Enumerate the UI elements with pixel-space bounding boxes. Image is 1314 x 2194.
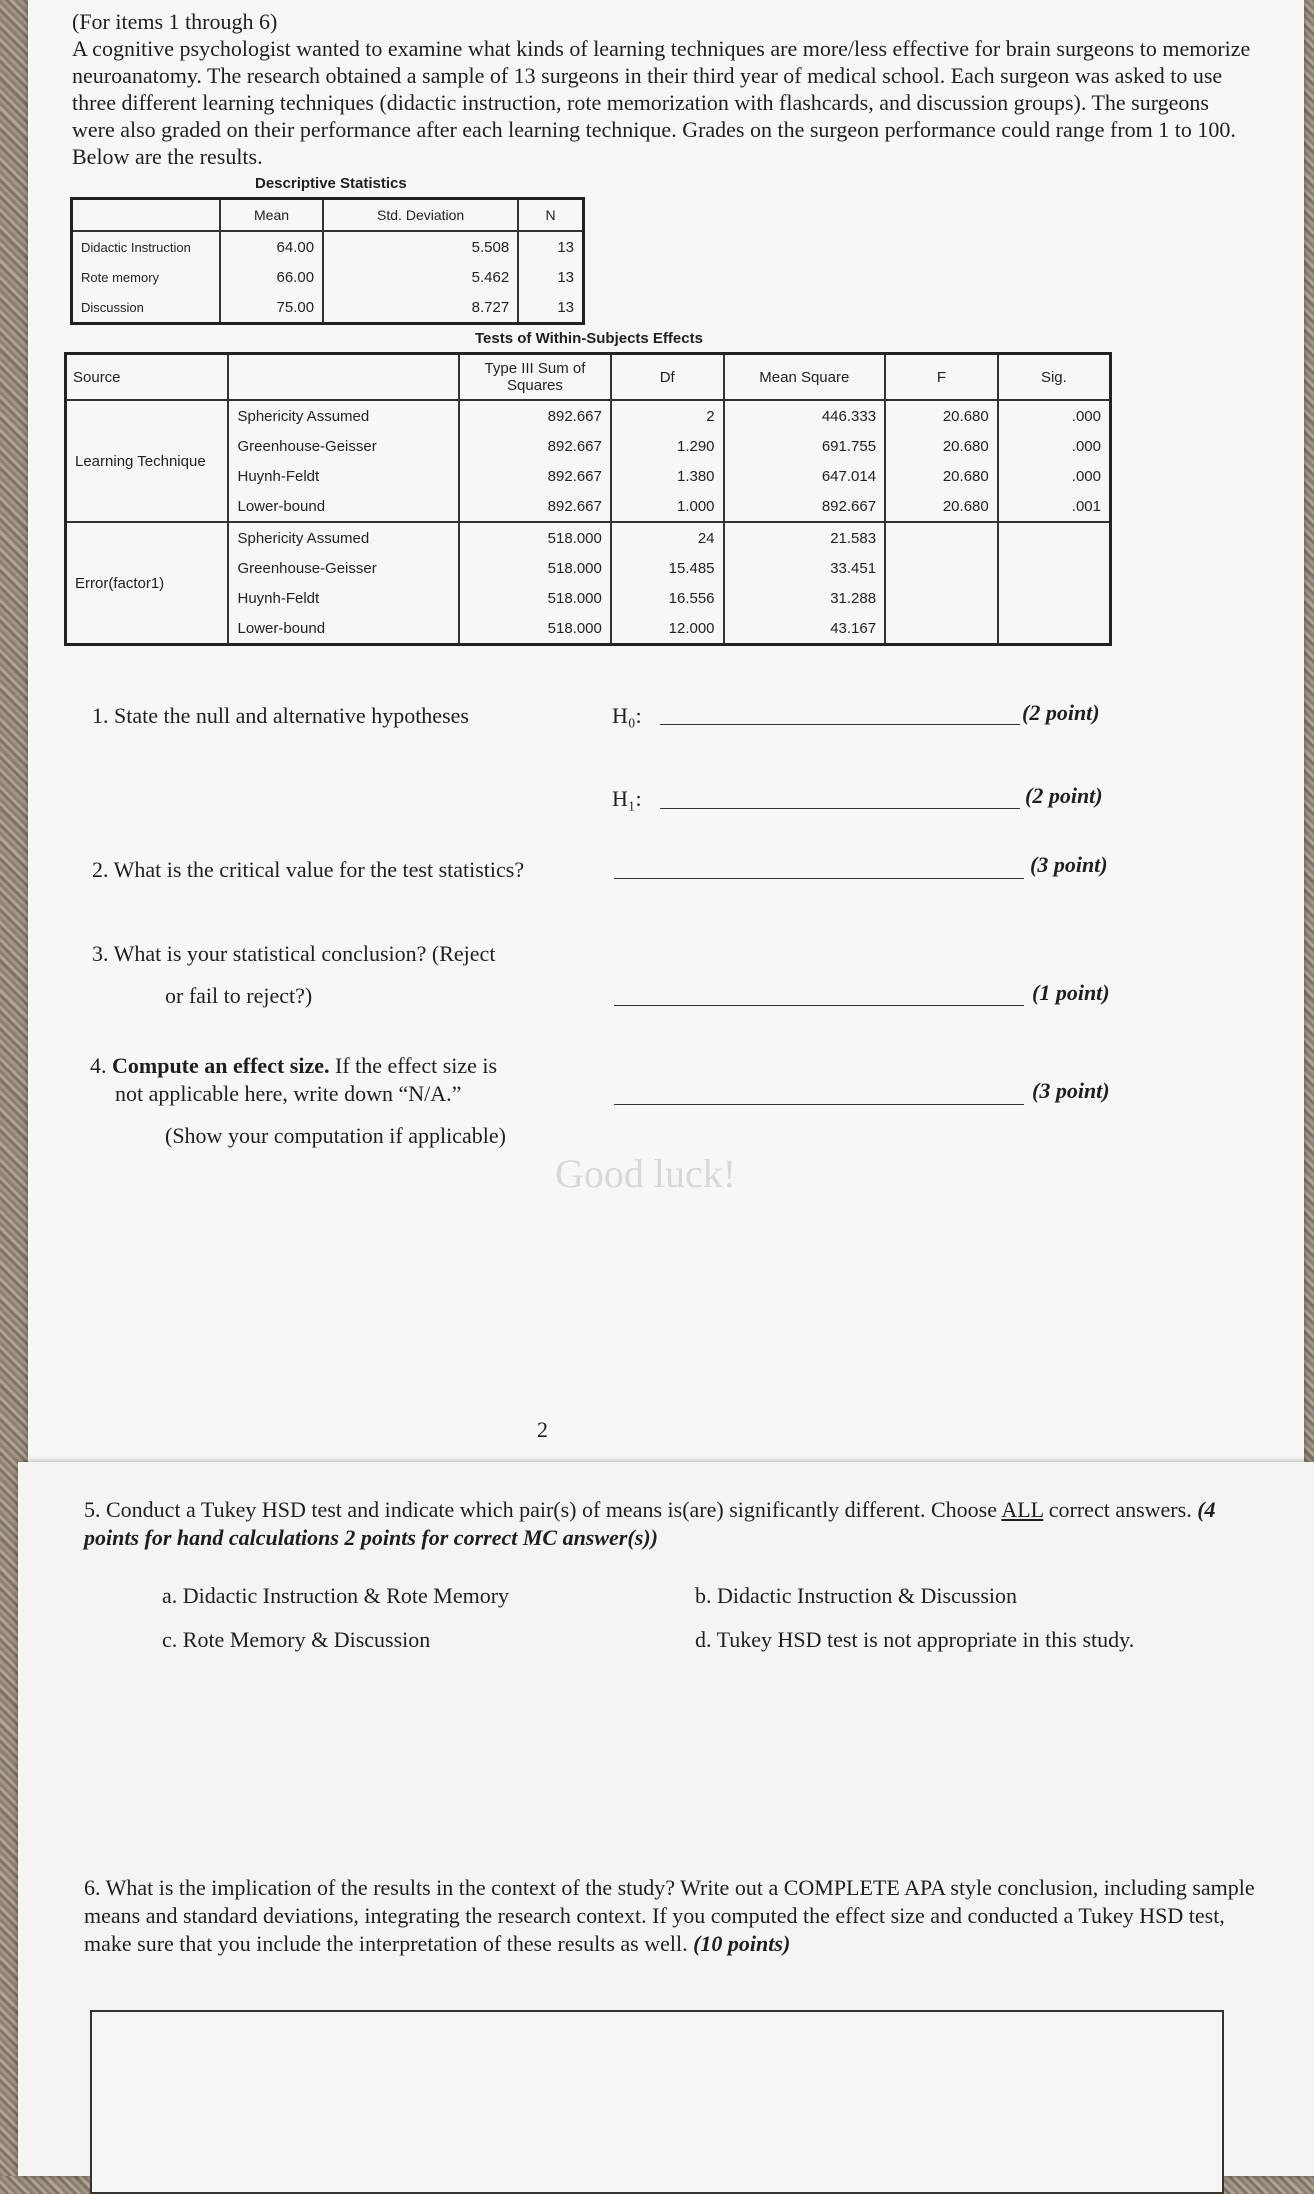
row-label: Didactic Instruction (72, 231, 221, 262)
cell-sd: 5.462 (323, 262, 518, 292)
cell-sig: .000 (998, 400, 1111, 431)
cell-sd: 8.727 (323, 292, 518, 324)
q3-answer-line[interactable] (614, 1005, 1024, 1006)
cell-df: 16.556 (611, 583, 724, 613)
q2-points: (3 point) (1030, 852, 1108, 877)
cell-ss: 892.667 (459, 431, 611, 461)
q4-text-line1 (90, 1052, 497, 1080)
q4-rest: If the effect size is (329, 1053, 498, 1078)
cell-f (885, 522, 998, 553)
cell-ss: 892.667 (459, 461, 611, 491)
row-label: Rote memory (72, 262, 221, 292)
bleed-through-text: Good luck! (555, 1151, 737, 1196)
cell-ss: 518.000 (459, 553, 611, 583)
cell-n: 13 (518, 231, 583, 262)
cell-ms: 31.288 (724, 583, 886, 613)
row-label: Discussion (72, 292, 221, 324)
anova-header-ms: Mean Square (724, 354, 886, 401)
q2-text: 2. What is the critical value for the test statistics? (92, 857, 525, 882)
cell-f (885, 583, 998, 613)
cell-ss: 518.000 (459, 613, 611, 645)
anova-caption: Tests of Within-Subjects Effects (475, 330, 703, 347)
q4-bold: Compute an effect size. (112, 1053, 330, 1078)
desc-header-blank (72, 199, 221, 232)
cell-ss: 518.000 (459, 583, 611, 613)
q6-answer-box[interactable] (90, 2010, 1224, 2194)
table-row (72, 292, 584, 324)
table-row (66, 522, 1111, 553)
q5-points: (4 points for hand calculations 2 points for correct MC answer(s)) (84, 1497, 1216, 1550)
q5-all: ALL (1001, 1497, 1044, 1522)
q4-answer-line[interactable] (614, 1104, 1024, 1105)
table-row (66, 400, 1111, 431)
q3-text-line1: 3. What is your statistical conclusion? (Reject (92, 941, 496, 966)
q4-number: 4. (90, 1053, 107, 1078)
q4-text-line2: not applicable here, write down “N/A.” (115, 1081, 462, 1106)
q5-question-cont: correct answers. (1048, 1497, 1192, 1522)
source-label: Learning Technique (66, 400, 229, 522)
cell-sig: .000 (998, 461, 1111, 491)
descriptive-table (70, 197, 585, 325)
q1-h1-answer-line[interactable] (660, 808, 1020, 809)
table-row (72, 231, 584, 262)
cell-sig (998, 522, 1111, 553)
desc-header-sd: Std. Deviation (323, 199, 518, 232)
desc-header-n: N (518, 199, 583, 232)
cell-f: 20.680 (885, 491, 998, 522)
cell-ms: 43.167 (724, 613, 886, 645)
cell-df: 24 (611, 522, 724, 553)
q5-option-a[interactable]: a. Didactic Instruction & Rote Memory (162, 1583, 510, 1608)
correction-label: Huynh-Feldt (237, 467, 320, 485)
cell-mean: 64.00 (220, 231, 323, 262)
cell-df: 2 (611, 400, 724, 431)
q6-text (84, 1874, 1274, 1958)
cell-df: 1.290 (611, 431, 724, 461)
anova-header-df: Df (611, 354, 724, 401)
q1-h0-points: (2 point) (1022, 700, 1100, 725)
cell-n: 13 (518, 292, 583, 324)
cell-sd: 5.508 (323, 231, 518, 262)
q6-points: (10 points) (693, 1931, 791, 1956)
cell-ss: 518.000 (459, 522, 611, 553)
cell-ss: 892.667 (459, 400, 611, 431)
anova-header-sig: Sig. (998, 354, 1111, 401)
cell-ms: 33.451 (724, 553, 886, 583)
q6-question: 6. What is the implication of the results in the context of the study? Write out a COMPLETE APA style conclusion, including sample means and standard deviations, integrating the research context. If you computed the effect size and conducted a Tukey HSD test, make sure that you include the interpretation of these results as well. (84, 1875, 1255, 1956)
cell-f: 20.680 (885, 431, 998, 461)
cell-df: 12.000 (611, 613, 724, 645)
page-number: 2 (537, 1417, 548, 1442)
cell-df: 1.380 (611, 461, 724, 491)
anova-header-f: F (885, 354, 998, 401)
correction-label: Huynh-Feldt (237, 589, 320, 607)
cell-df: 1.000 (611, 491, 724, 522)
q4-text-line3: (Show your computation if applicable) (165, 1123, 506, 1148)
correction-label: Lower-bound (237, 497, 326, 515)
correction-label: Sphericity Assumed (228, 522, 459, 553)
cell-ss: 892.667 (459, 491, 611, 522)
q4-points: (3 point) (1032, 1078, 1110, 1103)
anova-header-ss: Type III Sum of Squares (459, 354, 611, 401)
q5-text (84, 1496, 1264, 1552)
q2-answer-line[interactable] (614, 878, 1024, 879)
source-label: Error(factor1) (66, 522, 229, 645)
anova-header-correction (228, 354, 459, 401)
q3-text-line2: or fail to reject?) (165, 983, 313, 1008)
cell-ms: 647.014 (724, 461, 886, 491)
intro (72, 8, 1252, 170)
cell-sig (998, 613, 1111, 645)
cell-ms: 21.583 (724, 522, 886, 553)
q5-question: 5. Conduct a Tukey HSD test and indicate which pair(s) of means is(are) significantly different. Choose (84, 1497, 998, 1522)
cell-ms: 892.667 (724, 491, 886, 522)
cell-sig (998, 583, 1111, 613)
cell-df: 15.485 (611, 553, 724, 583)
desc-header-mean: Mean (220, 199, 323, 232)
q1-h1-points: (2 point) (1025, 783, 1103, 808)
correction-label: Sphericity Assumed (237, 407, 370, 425)
cell-mean: 75.00 (220, 292, 323, 324)
cell-ms: 446.333 (724, 400, 886, 431)
cell-sig: .001 (998, 491, 1111, 522)
intro-text: A cognitive psychologist wanted to examine what kinds of learning techniques are more/less effective for brain surgeons to memorize neuroanatomy. The research obtained a sample of 13 surgeons in their third year of medical school. Each surgeon was asked to use three different learning techniques (didactic instruction, rote memorization with flashcards, and discussion groups). The surgeons were also graded on their performance after each learning technique. Grades on the surgeon performance could range from 1 to 100. Below are the results. (72, 36, 1251, 169)
intro-heading: (For items 1 through 6) (72, 9, 278, 34)
cell-f (885, 613, 998, 645)
cell-f: 20.680 (885, 400, 998, 431)
table-row (72, 262, 584, 292)
cell-f: 20.680 (885, 461, 998, 491)
anova-header-source: Source (66, 354, 229, 401)
q5-option-b[interactable]: b. Didactic Instruction & Discussion (695, 1583, 1018, 1608)
q5-option-d[interactable]: d. Tukey HSD test is not appropriate in this study. (695, 1627, 1135, 1652)
correction-label: Greenhouse-Geisser (237, 559, 377, 577)
cell-sig: .000 (998, 431, 1111, 461)
cell-mean: 66.00 (220, 262, 323, 292)
descriptive-caption: Descriptive Statistics (255, 175, 407, 192)
q3-points: (1 point) (1032, 980, 1110, 1005)
cell-sig (998, 553, 1111, 583)
q1-h1-label: H₁: (612, 786, 642, 811)
q1-h0-label: H₀: (612, 703, 642, 728)
cell-n: 13 (518, 262, 583, 292)
q1-text: 1. State the null and alternative hypotheses (92, 703, 469, 728)
anova-table (64, 352, 1112, 646)
cell-f (885, 553, 998, 583)
cell-ms: 691.755 (724, 431, 886, 461)
correction-label: Greenhouse-Geisser (237, 437, 377, 455)
correction-label: Lower-bound (237, 619, 326, 637)
q5-option-c[interactable]: c. Rote Memory & Discussion (162, 1627, 431, 1652)
q1-h0-answer-line[interactable] (660, 724, 1020, 725)
